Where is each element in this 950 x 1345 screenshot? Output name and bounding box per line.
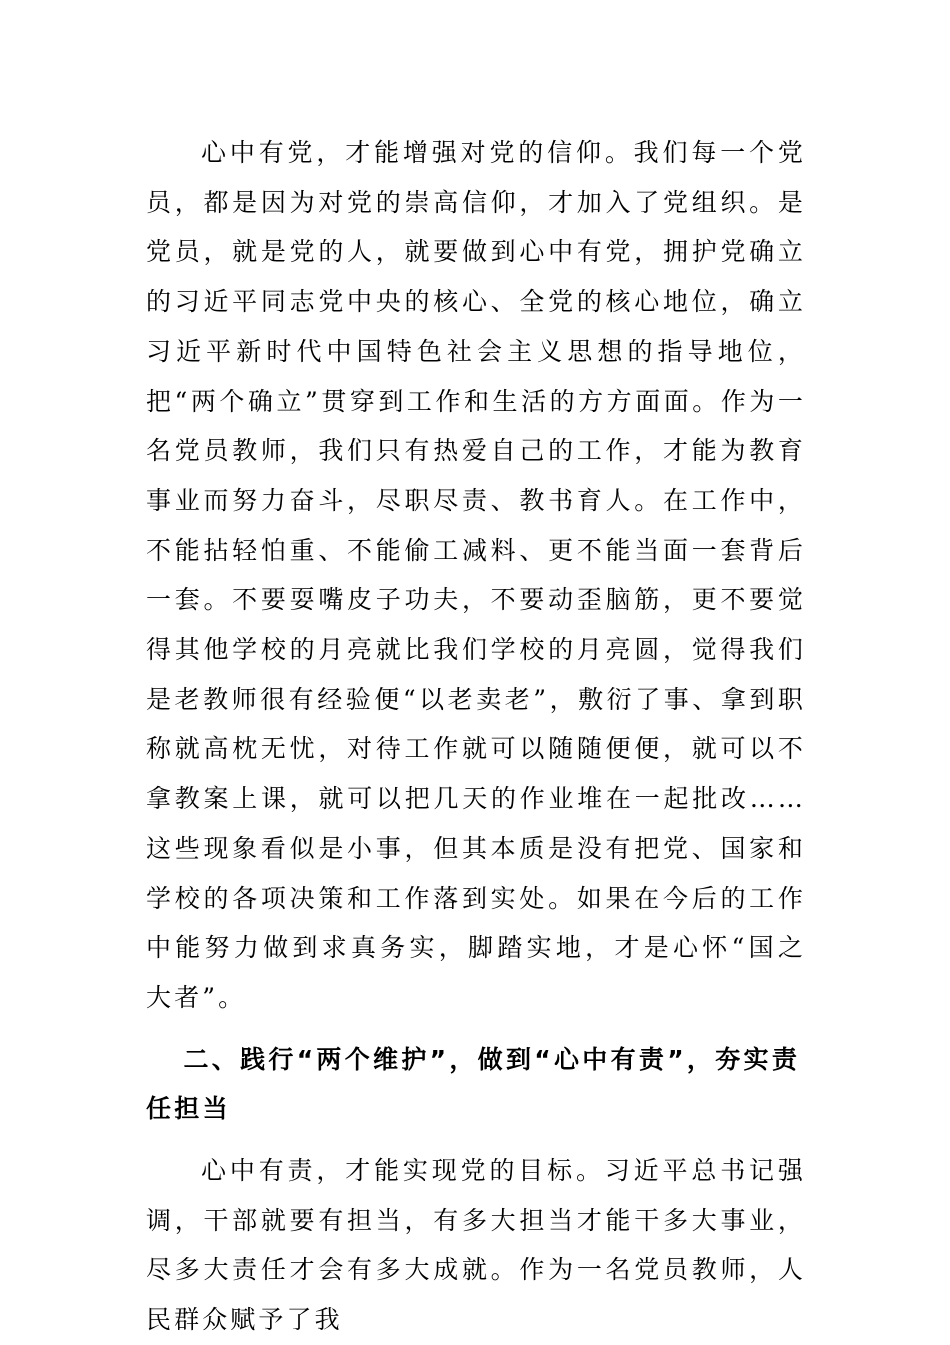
document-body: [146, 128, 806, 1345]
section-heading: 二、践行“两个维护”，做到“心中有责”，夯实责任担当: [146, 1044, 801, 1124]
body-paragraph: 心中有党，才能增强对党的信仰。我们每一个党员，都是因为对党的崇高信仰，才加入了党组织。是党员，就是党的人，就要做到心中有党，拥护党确立的习近平同志党中央的核心、全党的核心地位，确立习近平新时代中国特色社会主义思想的指导地位，把“两个确立”贯穿到工作和生活的方方面面。作为一名党员教师，我们只有热爱自己的工作，才能为教育事业而努力奋斗，尽职尽责、教书育人。在工作中，不能拈轻怕重、不能偷工减料、更不能当面一套背后一套。不要耍嘴皮子功夫，不要动歪脑筋，更不要觉得其他学校的月亮就比我们学校的月亮圆，觉得我们是老教师很有经验便“以老卖老”，敷衍了事、拿到职称就高枕无忧，对待工作就可以随随便便，就可以不拿教案上课，就可以把几天的作业堆在一起批改……这些现象看似是小事，但其本质是没有把党、国家和学校的各项决策和工作落到实处。如果在今后的工作中能努力做到求真务实，脚踏实地，才是心怀“国之大者”。: [146, 138, 806, 1012]
body-paragraph: 心中有责，才能实现党的目标。习近平总书记强调，干部就要有担当，有多大担当才能干多大事业，尽多大责任才会有多大成就。作为一名党员教师，人民群众赋予了我: [146, 1156, 806, 1335]
